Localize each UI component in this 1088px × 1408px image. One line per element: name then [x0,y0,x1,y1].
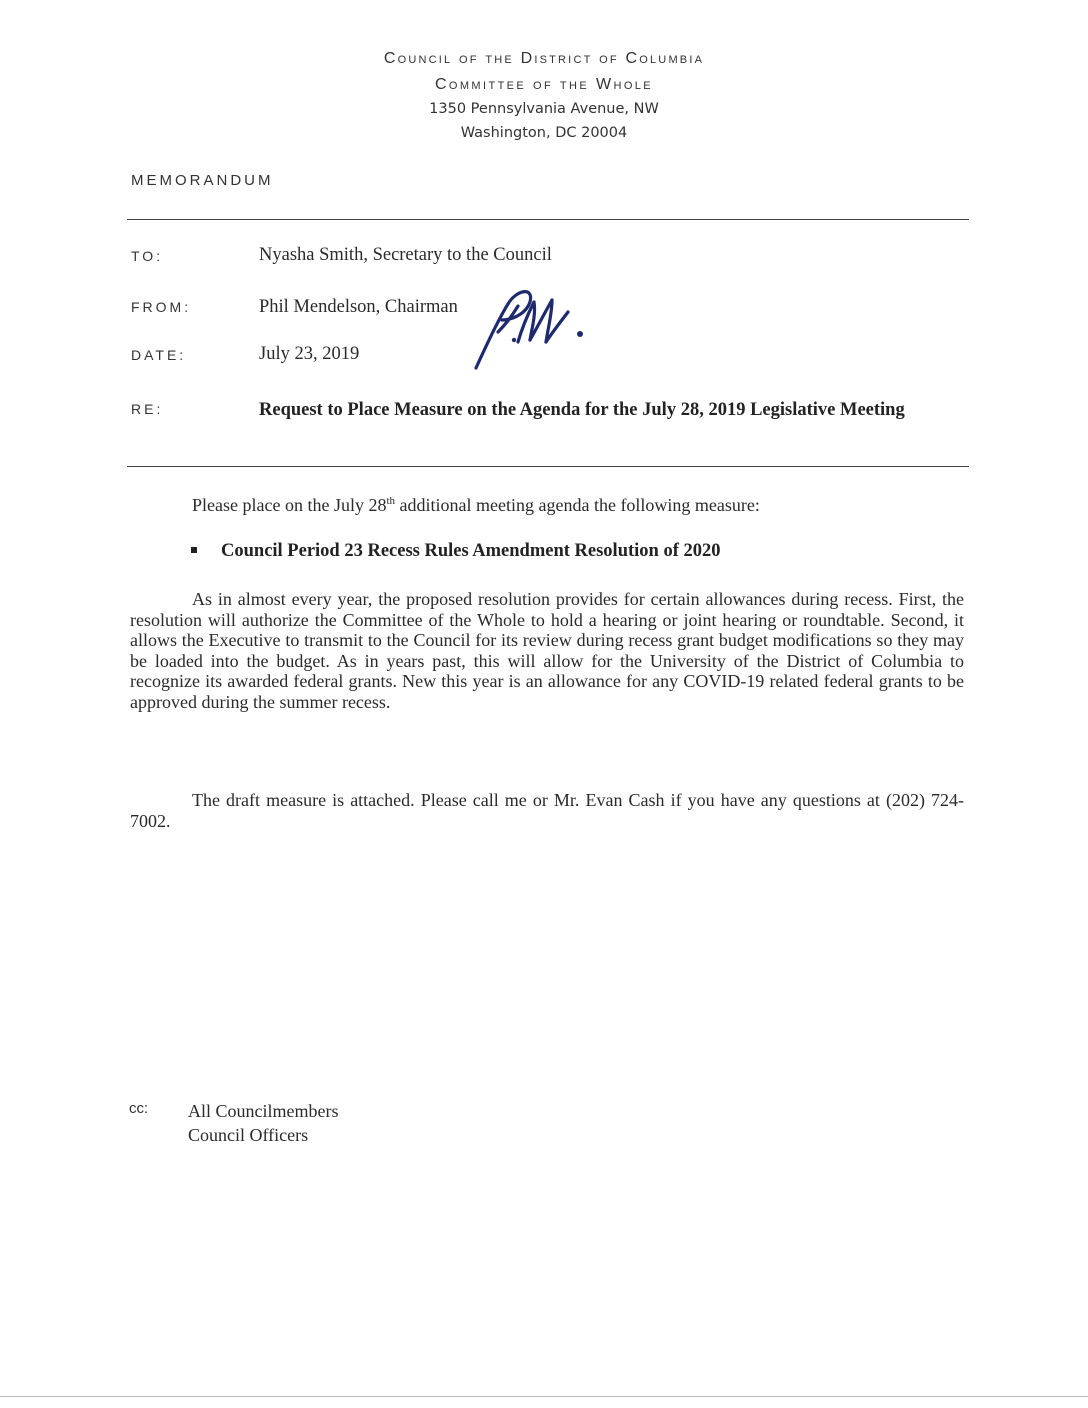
to-label: TO: [131,248,164,264]
intro-text-start: Please place on the July 28 [192,495,387,515]
letterhead-org-line2: Committee of the Whole [434,76,654,93]
memo-title: MEMORANDUM [131,172,274,189]
letterhead-address-line1: 1350 Pennsylvania Avenue, NW [429,101,659,117]
square-bullet-icon [191,547,197,553]
header-bottom-divider [127,466,969,467]
intro-ordinal-suffix: th [386,495,396,507]
handwritten-signature [472,280,602,375]
date-value: July 23, 2019 [259,344,360,364]
re-subject: Request to Place Measure on the Agenda for the July 28, 2019 Legislative Meeting [259,400,905,420]
cc-recipient: Council Officers [188,1125,309,1145]
letterhead-org-line1: Council of the District of Columbia [383,50,705,67]
contact-paragraph: The draft measure is attached. Please call me or Mr. Evan Cash if you have any questions at (202) 724-7002. [130,790,964,831]
page-bottom-edge [0,1396,1088,1397]
from-value: Phil Mendelson, Chairman [259,297,458,317]
cc-label: cc: [129,1100,149,1117]
re-label: RE: [131,401,164,417]
intro-text-end: additional meeting agenda the following measure: [395,495,760,515]
cc-recipient: All Councilmembers [188,1101,339,1121]
measure-list-item [191,541,720,562]
letterhead-address-line2: Washington, DC 20004 [460,125,628,141]
header-top-divider [127,219,969,220]
allowances-paragraph: As in almost every year, the proposed resolution provides for certain allowances during recess. First, the resolution will authorize the Committee of the Whole to hold a hearing or joint hearing or roundtable. Second, it allows the Executive to transmit to the Council for its review during recess grant budget modifications so they may be loaded into the budget. As in years past, this will allow for the University of the District of Columbia to recognize its awarded federal grants. New this year is an allowance for any COVID-19 related federal grants to be approved during the summer recess. [130,589,964,712]
from-label: FROM: [131,299,192,315]
cc-recipient-list [188,1099,338,1147]
intro-paragraph [130,495,964,516]
to-value: Nyasha Smith, Secretary to the Council [259,245,552,265]
date-label: DATE: [131,347,187,363]
measure-title: Council Period 23 Recess Rules Amendment Resolution of 2020 [221,541,721,561]
